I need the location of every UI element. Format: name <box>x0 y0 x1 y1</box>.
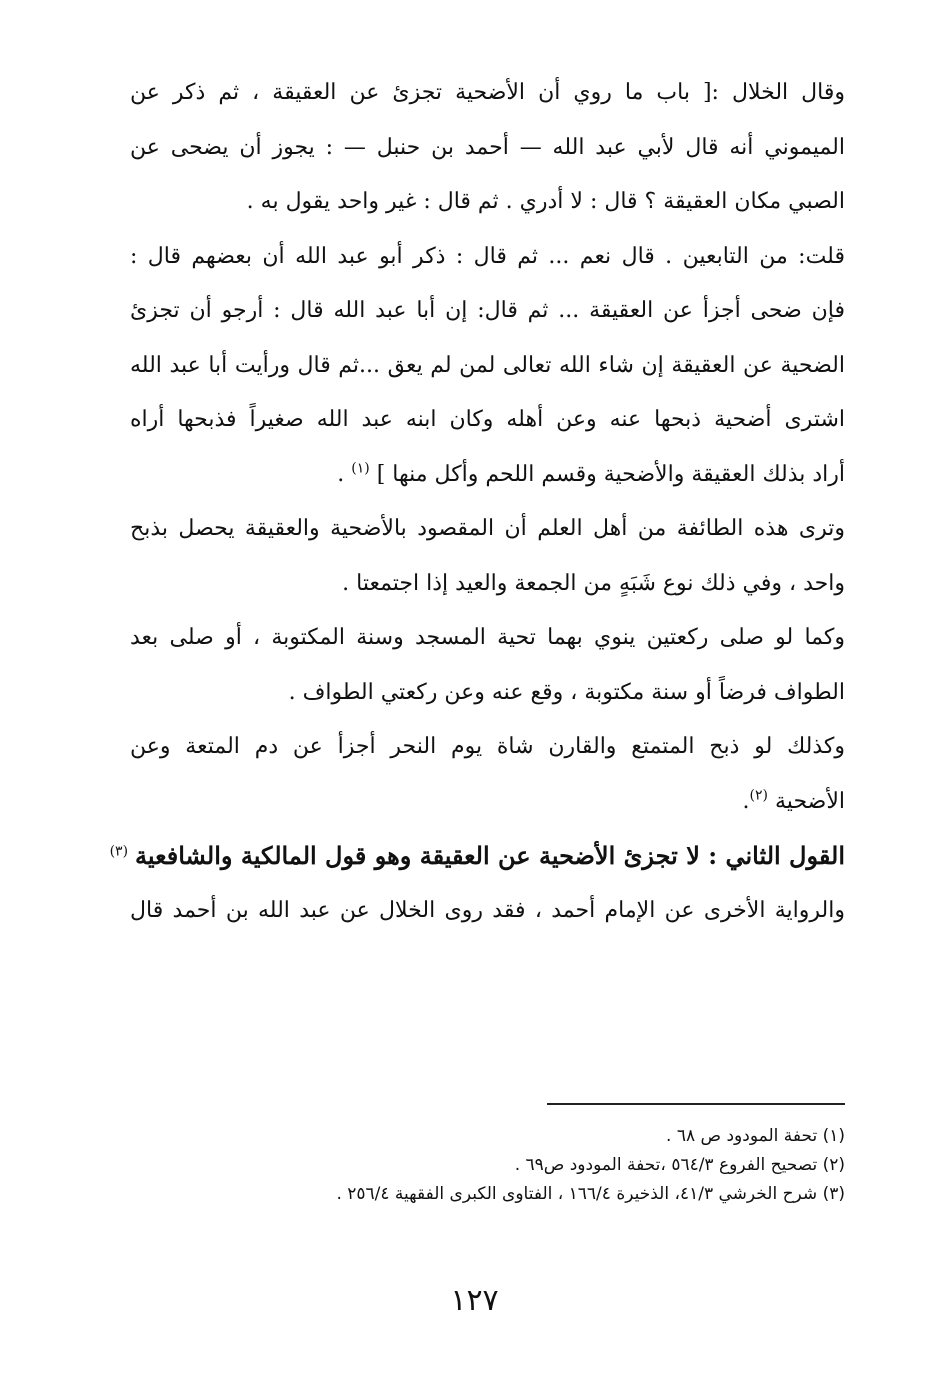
line-text: أراد بذلك العقيقة والأضحية وقسم اللحم وأكل منها ] <box>376 461 845 487</box>
text-line: اشترى أضحية ذبحها عنه وعن أهله وكان ابنه عبد الله صغيراً فذبحها أراه <box>130 407 845 432</box>
footnote-divider <box>547 1103 845 1105</box>
footnote-2: (٢) تصحيح الفروع ٥٦٤/٣ ،تحفة المودود ص٦٩ . <box>514 1155 845 1175</box>
line-end: . <box>337 461 352 487</box>
paragraph-1 <box>130 66 845 230</box>
paragraph-2 <box>130 230 845 503</box>
line-text: الأضحية <box>775 788 845 814</box>
text-line: الميموني أنه قال لأبي عبد الله — أحمد بن حنبل — : يجوز أن يضحى عن <box>130 134 845 160</box>
text-line: وكذلك لو ذبح المتمتع والقارن شاة يوم النحر أجزأ عن دم المتعة وعن <box>130 734 845 759</box>
text-line <box>109 829 845 884</box>
text-line: واحد ، وفي ذلك نوع شَبَهٍ من الجمعة والعيد إذا اجتمعتا . <box>342 570 845 596</box>
page-number: ١٢٧ <box>450 1283 499 1318</box>
text-line: الضحية عن العقيقة إن شاء الله تعالى لمن لم يعق ...ثم قال ورأيت أبا عبد الله <box>130 352 845 378</box>
footnote-marker[interactable]: (٢) <box>749 787 769 804</box>
footnotes <box>130 1122 845 1209</box>
text-line <box>130 775 845 830</box>
line-end: . <box>742 788 750 814</box>
text-line <box>130 448 845 503</box>
text-line: وكما لو صلى ركعتين ينوي بهما تحية المسجد وسنة المكتوبة ، أو صلى بعد <box>130 625 845 650</box>
text-line: وقال الخلال :[ باب ما روي أن الأضحية تجزئ عن العقيقة ، ثم ذكر عن <box>130 80 845 105</box>
paragraph-3 <box>130 502 845 611</box>
footnote-marker[interactable]: (٣) <box>109 843 129 860</box>
text-line: والرواية الأخرى عن الإمام أحمد ، فقد روى الخلال عن عبد الله بن أحمد قال <box>130 897 845 923</box>
paragraph-5 <box>130 720 845 829</box>
footnote-marker[interactable]: (١) <box>351 460 370 477</box>
main-text <box>109 66 845 938</box>
line-text: لا تجزئ الأضحية عن العقيقة وهو قول المالكية والشافعية <box>135 841 709 870</box>
text-line: فإن ضحى أجزأ عن العقيقة ... ثم قال: إن أبا عبد الله قال : أرجو أن تجزئ <box>130 298 845 323</box>
paragraph-4 <box>130 611 845 720</box>
text-line: الطواف فرضاً أو سنة مكتوبة ، وقع عنه وعن ركعتي الطواف . <box>288 679 845 705</box>
section-heading: القول الثاني : <box>708 841 845 870</box>
text-line: قلت: من التابعين . قال نعم ... ثم قال : ذكر أبو عبد الله أن بعضهم قال : <box>130 243 845 269</box>
footnote-1: (١) تحفة المودود ص ٦٨ . <box>666 1126 845 1146</box>
text-line: الصبي مكان العقيقة ؟ قال : لا أدري . ثم قال : غير واحد يقول به . <box>246 189 845 214</box>
paragraph-6 <box>109 829 845 938</box>
footnote-3: (٣) شرح الخرشي ٤١/٣، الذخيرة ١٦٦/٤ ، الفتاوى الكبرى الفقهية ٢٥٦/٤ . <box>336 1184 845 1204</box>
text-line: وترى هذه الطائفة من أهل العلم أن المقصود بالأضحية والعقيقة يحصل بذبح <box>130 516 845 541</box>
